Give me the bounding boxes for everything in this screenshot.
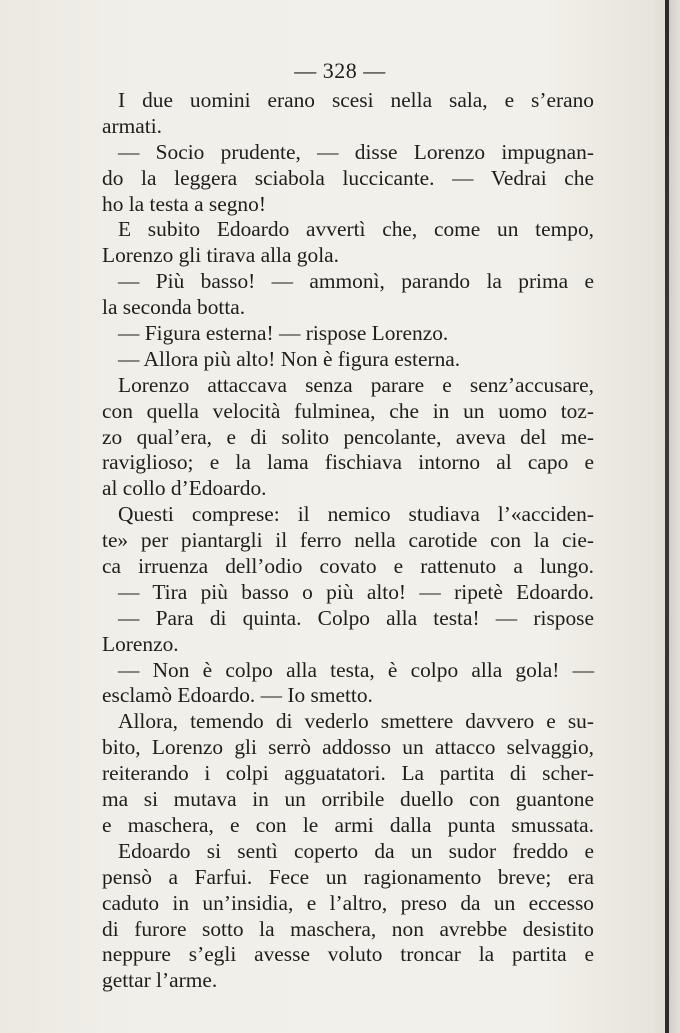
binding-edge-line	[665, 0, 669, 1033]
text-line: pensò a Farfui. Fece un ragionamento breve; era	[102, 864, 594, 889]
text-line: gettar l’arme.	[102, 968, 218, 993]
text-line: — Figura esterna! — rispose Lorenzo.	[118, 321, 449, 346]
text-line: — Para di quinta. Colpo alla testa! — rispose	[118, 605, 594, 630]
text-line: zo qual’era, e di solito pencolante, aveva del me-	[102, 424, 594, 449]
text-line: Lorenzo.	[102, 631, 179, 656]
text-line: Questi comprese: il nemico studiava l’«acciden-	[118, 502, 594, 527]
text-line: raviglioso; e la lama fischiava intorno al capo e	[102, 450, 594, 475]
text-line: — Socio prudente, — disse Lorenzo impugnan-	[118, 139, 594, 164]
text-line: Lorenzo attaccava senza parare e senz’accusare,	[118, 372, 594, 397]
text-line: — Tira più basso o più alto! — ripetè Edoardo.	[118, 579, 594, 604]
text-line: — Non è colpo alla testa, è colpo alla gola! —	[118, 657, 594, 682]
text-line: esclamò Edoardo. — Io smetto.	[102, 683, 373, 708]
text-line: reiterando i colpi agguatatori. La partita di scher-	[102, 761, 594, 786]
text-line: ca irruenza dell’odio covato e rattenuto a lungo.	[102, 554, 594, 579]
text-line: E subito Edoardo avvertì che, come un tempo,	[118, 217, 594, 242]
text-line: Allora, temendo di vederlo smettere davvero e su-	[118, 709, 594, 734]
text-line: bito, Lorenzo gli serrò addosso un attacco selvaggio,	[102, 735, 594, 760]
text-line: la seconda botta.	[102, 295, 246, 320]
page-edge-shadow	[669, 0, 680, 1033]
text-line: neppure s’egli avesse voluto troncar la partita e	[102, 942, 594, 967]
text-line: — Allora più alto! Non è figura esterna.	[118, 346, 461, 371]
text-line: di furore sotto la maschera, non avrebbe desistito	[102, 916, 594, 941]
text-line: al collo d’Edoardo.	[102, 476, 267, 501]
text-line: Lorenzo gli tirava alla gola.	[102, 243, 339, 268]
text-line: con quella velocità fulminea, che in un uomo toz-	[102, 398, 594, 423]
text-line: te» per piantargli il ferro nella carotide con la cie-	[102, 528, 594, 553]
text-line: do la leggera sciabola luccicante. — Vedrai che	[102, 165, 594, 190]
text-line: caduto in un’insidia, e l’altro, preso da un eccesso	[102, 890, 594, 915]
text-line: Edoardo si sentì coperto da un sudor freddo e	[118, 838, 594, 863]
text-line: — Più basso! — ammonì, parando la prima e	[118, 269, 594, 294]
text-line: ma si mutava in un orribile duello con guantone	[102, 787, 594, 812]
page-body-text	[102, 88, 594, 994]
page-number: — 328 —	[294, 58, 386, 83]
text-line: e maschera, e con le armi dalla punta smussata.	[102, 812, 594, 837]
text-line: ho la testa a segno!	[102, 191, 266, 216]
text-line: I due uomini erano scesi nella sala, e s’erano	[118, 88, 594, 112]
text-line: armati.	[102, 113, 162, 138]
